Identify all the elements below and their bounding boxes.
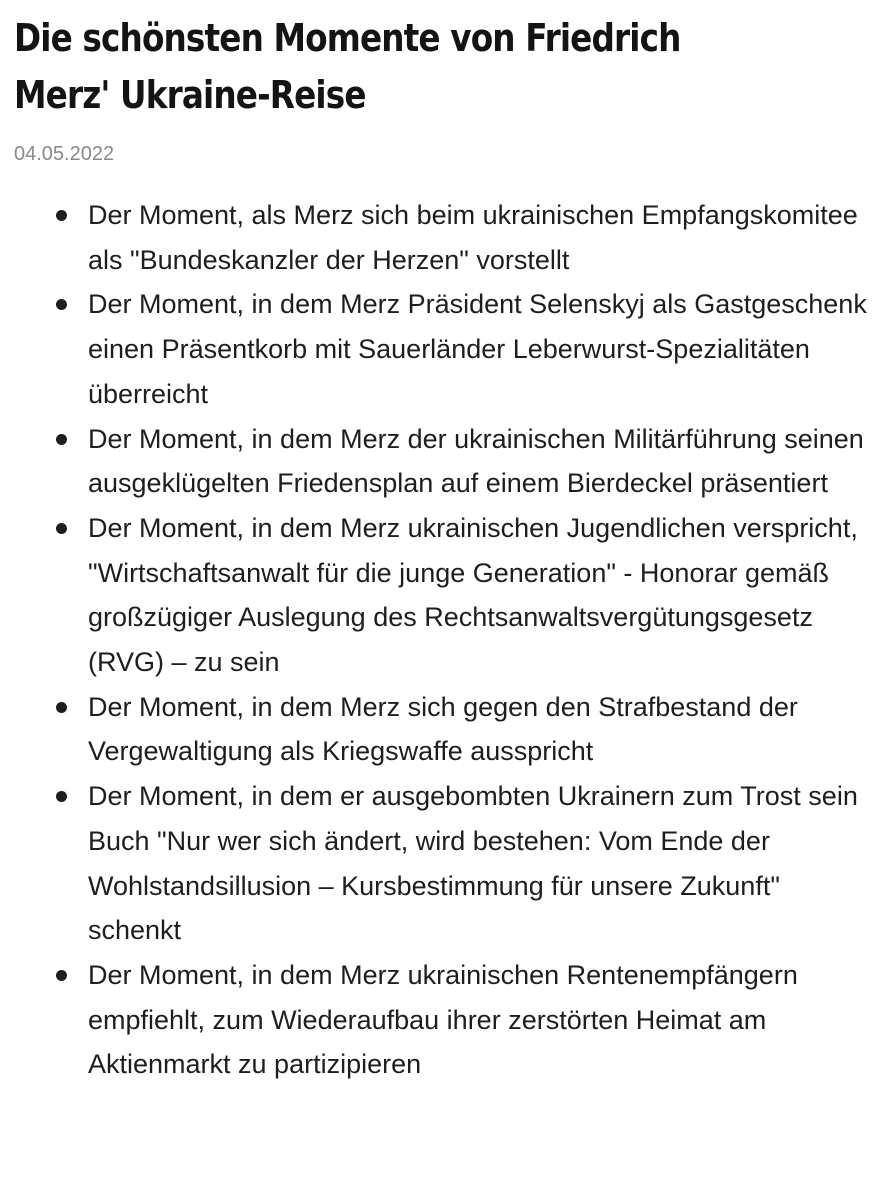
list-item-text: Der Moment, in dem Merz Präsident Selenskyj als Gastgeschenk einen Präsentkorb mit Sauerländer Leberwurst-Spezialitäten überreicht <box>88 289 867 409</box>
list-item <box>0 193 880 282</box>
list-item-text: Der Moment, als Merz sich beim ukrainischen Empfangskomitee als "Bundeskanzler der Herzen" vorstellt <box>88 200 858 275</box>
list-item-text: Der Moment, in dem Merz sich gegen den Strafbestand der Vergewaltigung als Kriegswaffe ausspricht <box>88 691 798 767</box>
list-item <box>0 282 880 416</box>
moments-list <box>0 193 880 1087</box>
list-item-text: Der Moment, in dem Merz ukrainischen Rentenempfängern empfiehlt, zum Wiederaufbau ihrer zerstörten Heimat am Aktienmarkt zu partizipieren <box>88 959 798 1080</box>
list-item <box>0 506 880 685</box>
list-item <box>0 953 880 1087</box>
bullet-icon <box>56 970 67 981</box>
publish-date: 04.05.2022 <box>14 143 115 165</box>
list-item-text: Der Moment, in dem Merz der ukrainischen Militärführung seinen ausgeklügelten Friedensplan auf einem Bierdeckel präsentiert <box>88 423 864 499</box>
article-title: Die schönsten Momente von Friedrich Merz' Ukraine-Reise <box>14 16 681 117</box>
bullet-icon <box>56 791 67 802</box>
bullet-icon <box>56 523 67 534</box>
bullet-icon <box>56 434 67 445</box>
list-item <box>0 685 880 774</box>
list-item-text: Der Moment, in dem er ausgebombten Ukrainern zum Trost sein Buch "Nur wer sich ändert, wird bestehen: Vom Ende der Wohlstandsillusion – Kursbestimmung für unsere Zukunft" schenkt <box>88 781 858 946</box>
list-item-text: Der Moment, in dem Merz ukrainischen Jugendlichen verspricht, "Wirtschaftsanwalt für die junge Generation" - Honorar gemäß großzügiger Auslegung des Rechtsanwaltsvergütungsgesetz (RVG) – zu sein <box>88 512 858 678</box>
bullet-icon <box>56 702 67 713</box>
list-item <box>0 417 880 506</box>
bullet-icon <box>56 299 67 310</box>
list-item <box>0 774 880 953</box>
bullet-icon <box>56 210 67 221</box>
